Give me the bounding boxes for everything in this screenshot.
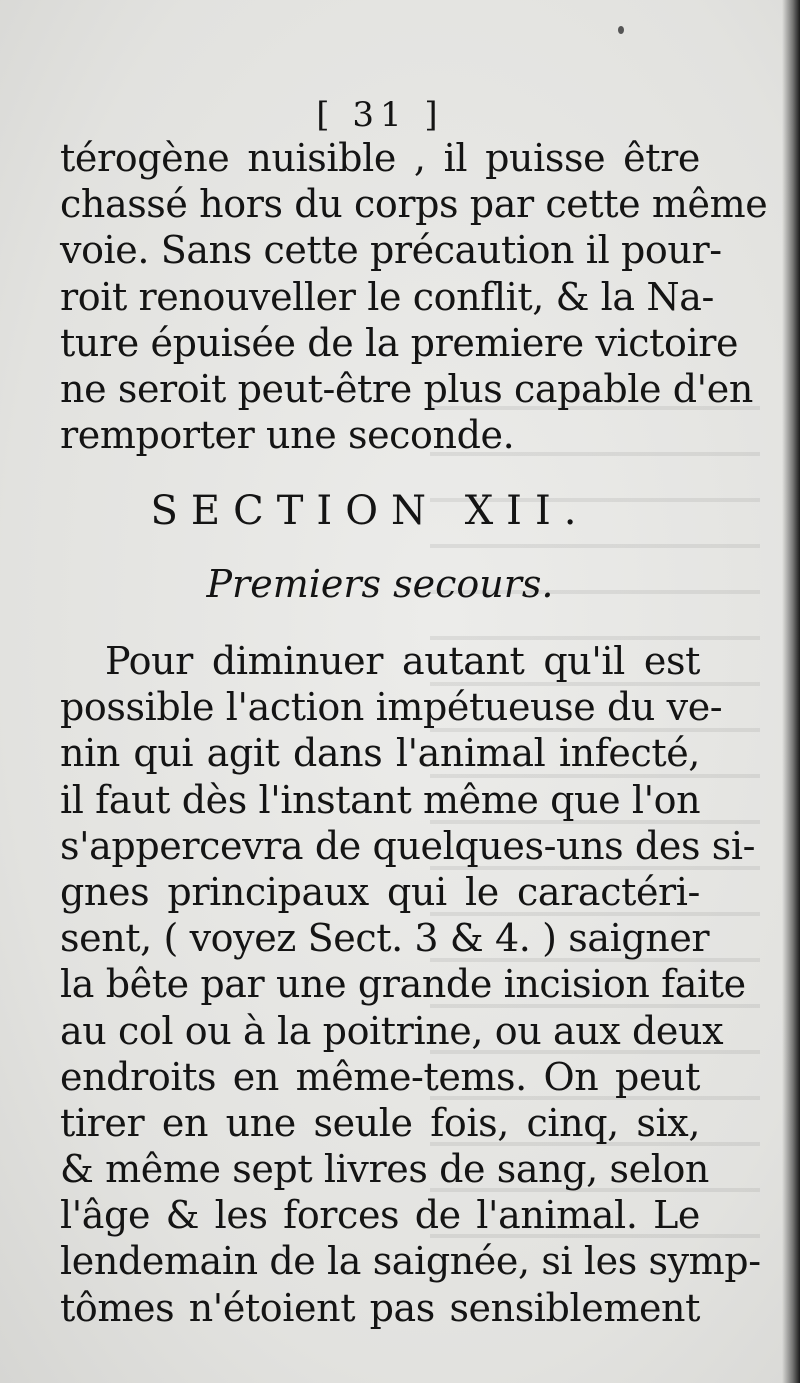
page-edge-shadow <box>782 0 800 1383</box>
text-line: ne seroit peut-être plus capable d'en <box>60 366 753 411</box>
text-line: ture épuisée de la premiere victoire <box>60 320 739 365</box>
text-line: voie. Sans cette précaution il pour- <box>60 228 722 273</box>
text-line: chassé hors du corps par cette même <box>60 182 768 227</box>
text-line: tirer en une seule fois, cinq, six, <box>60 1100 700 1145</box>
section-heading: SECTION XII. <box>150 488 590 534</box>
text-line: nin qui agit dans l'animal infecté, <box>60 731 700 776</box>
text-line: Pour diminuer autant qu'il est <box>105 639 700 683</box>
text-line: possible l'action impétueuse du ve- <box>60 685 723 730</box>
section-subtitle: Premiers secours. <box>206 562 554 606</box>
text-line: la bête par une grande incision faite <box>60 962 746 1007</box>
text-line: sent, ( voyez Sect. 3 & 4. ) saigner <box>60 916 710 961</box>
paragraph-continued <box>60 135 768 458</box>
text-line: s'appercevra de quelques-uns des si- <box>60 823 756 868</box>
text-line: térogène nuisible , il puisse être <box>60 136 700 180</box>
text-line: lendemain de la saignée, si les symp- <box>60 1239 761 1284</box>
text-line: l'âge & les forces de l'animal. Le <box>60 1193 700 1238</box>
text-line: & même sept livres de sang, selon <box>60 1147 709 1192</box>
text-line: endroits en même-tems. On peut <box>60 1054 700 1099</box>
text-line: au col ou à la poitrine, ou aux deux <box>60 1008 724 1053</box>
text-line: gnes principaux qui le caractéri- <box>60 869 700 914</box>
text-line: roit renouveller le conflit, & la Na- <box>60 274 714 319</box>
paragraph-premiers-secours <box>60 638 761 1331</box>
ink-speck <box>618 26 624 34</box>
text-line: il faut dès l'instant même que l'on <box>60 777 701 822</box>
text-line: tômes n'étoient pas sensiblement <box>60 1285 700 1330</box>
text-line: remporter une seconde. <box>60 413 515 458</box>
page-number: [ 31 ] <box>316 95 444 135</box>
